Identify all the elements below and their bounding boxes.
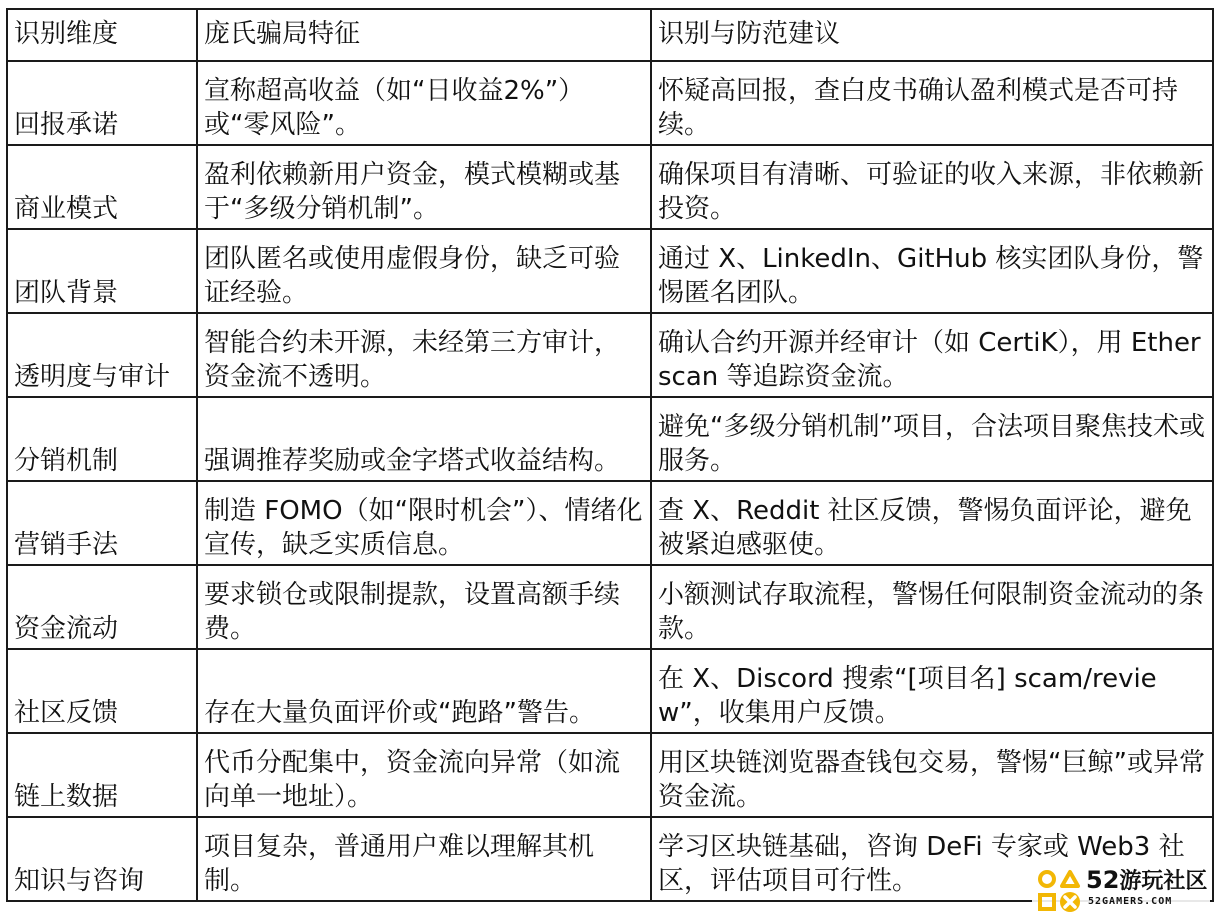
dimension-cell: 透明度与审计	[7, 313, 197, 397]
feature-cell: 智能合约未开源，未经第三方审计，资金流不透明。	[197, 313, 651, 397]
feature-cell: 强调推荐奖励或金字塔式收益结构。	[197, 397, 651, 481]
feature-cell: 制造 FOMO（如“限时机会”）、情绪化宣传，缺乏实质信息。	[197, 481, 651, 565]
header-dimension: 识别维度	[7, 9, 197, 61]
site-watermark	[1032, 864, 1210, 918]
dimension-cell: 商业模式	[7, 145, 197, 229]
advice-cell: 确认合约开源并经审计（如 CertiK），用 Etherscan 等追踪资金流。	[651, 313, 1213, 397]
feature-cell: 宣称超高收益（如“日收益2%”）或“零风险”。	[197, 61, 651, 145]
advice-cell: 避免“多级分销机制”项目，合法项目聚焦技术或服务。	[651, 397, 1213, 481]
dimension-cell: 社区反馈	[7, 649, 197, 733]
table-row	[7, 481, 1213, 565]
table-row	[7, 229, 1213, 313]
dimension-cell: 回报承诺	[7, 61, 197, 145]
table-row	[7, 61, 1213, 145]
ponzi-identification-table	[6, 8, 1214, 902]
table-row	[7, 733, 1213, 817]
watermark-title-number: 52	[1086, 866, 1120, 894]
dimension-cell: 分销机制	[7, 397, 197, 481]
dimension-cell: 资金流动	[7, 565, 197, 649]
feature-cell: 团队匿名或使用虚假身份，缺乏可验证经验。	[197, 229, 651, 313]
feature-cell: 代币分配集中，资金流向异常（如流向单一地址）。	[197, 733, 651, 817]
advice-cell: 通过 X、LinkedIn、GitHub 核实团队身份，警惕匿名团队。	[651, 229, 1213, 313]
feature-cell: 盈利依赖新用户资金，模式模糊或基于“多级分销机制”。	[197, 145, 651, 229]
advice-cell: 在 X、Discord 搜索“[项目名] scam/review”，收集用户反馈。	[651, 649, 1213, 733]
table-row	[7, 649, 1213, 733]
advice-cell: 小额测试存取流程，警惕任何限制资金流动的条款。	[651, 565, 1213, 649]
watermark-title	[1086, 866, 1207, 896]
watermark-subtitle: 52GAMERS.COM	[1088, 896, 1173, 907]
dimension-cell: 知识与咨询	[7, 817, 197, 901]
feature-cell: 项目复杂，普通用户难以理解其机制。	[197, 817, 651, 901]
table-row	[7, 565, 1213, 649]
gamepad-symbols-icon	[1036, 868, 1082, 914]
table-row	[7, 397, 1213, 481]
feature-cell: 要求锁仓或限制提款，设置高额手续费。	[197, 565, 651, 649]
dimension-cell: 团队背景	[7, 229, 197, 313]
advice-cell: 确保项目有清晰、可验证的收入来源，非依赖新投资。	[651, 145, 1213, 229]
advice-cell: 学习区块链基础，咨询 DeFi 专家或 Web3 社区，评估项目可行性。	[651, 817, 1213, 901]
header-feature: 庞氏骗局特征	[197, 9, 651, 61]
table-header-row	[7, 9, 1213, 61]
triangle-symbol-icon	[1062, 872, 1078, 886]
square-symbol-icon	[1040, 895, 1054, 909]
feature-cell: 存在大量负面评价或“跑路”警告。	[197, 649, 651, 733]
table-row	[7, 145, 1213, 229]
dimension-cell: 链上数据	[7, 733, 197, 817]
circle-symbol-icon	[1040, 872, 1054, 886]
advice-cell: 怀疑高回报，查白皮书确认盈利模式是否可持续。	[651, 61, 1213, 145]
table-row	[7, 313, 1213, 397]
dimension-cell: 营销手法	[7, 481, 197, 565]
header-advice: 识别与防范建议	[651, 9, 1213, 61]
advice-cell: 用区块链浏览器查钱包交易，警惕“巨鲸”或异常资金流。	[651, 733, 1213, 817]
advice-cell: 查 X、Reddit 社区反馈，警惕负面评论，避免被紧迫感驱使。	[651, 481, 1213, 565]
watermark-title-text: 游玩社区	[1119, 869, 1208, 894]
